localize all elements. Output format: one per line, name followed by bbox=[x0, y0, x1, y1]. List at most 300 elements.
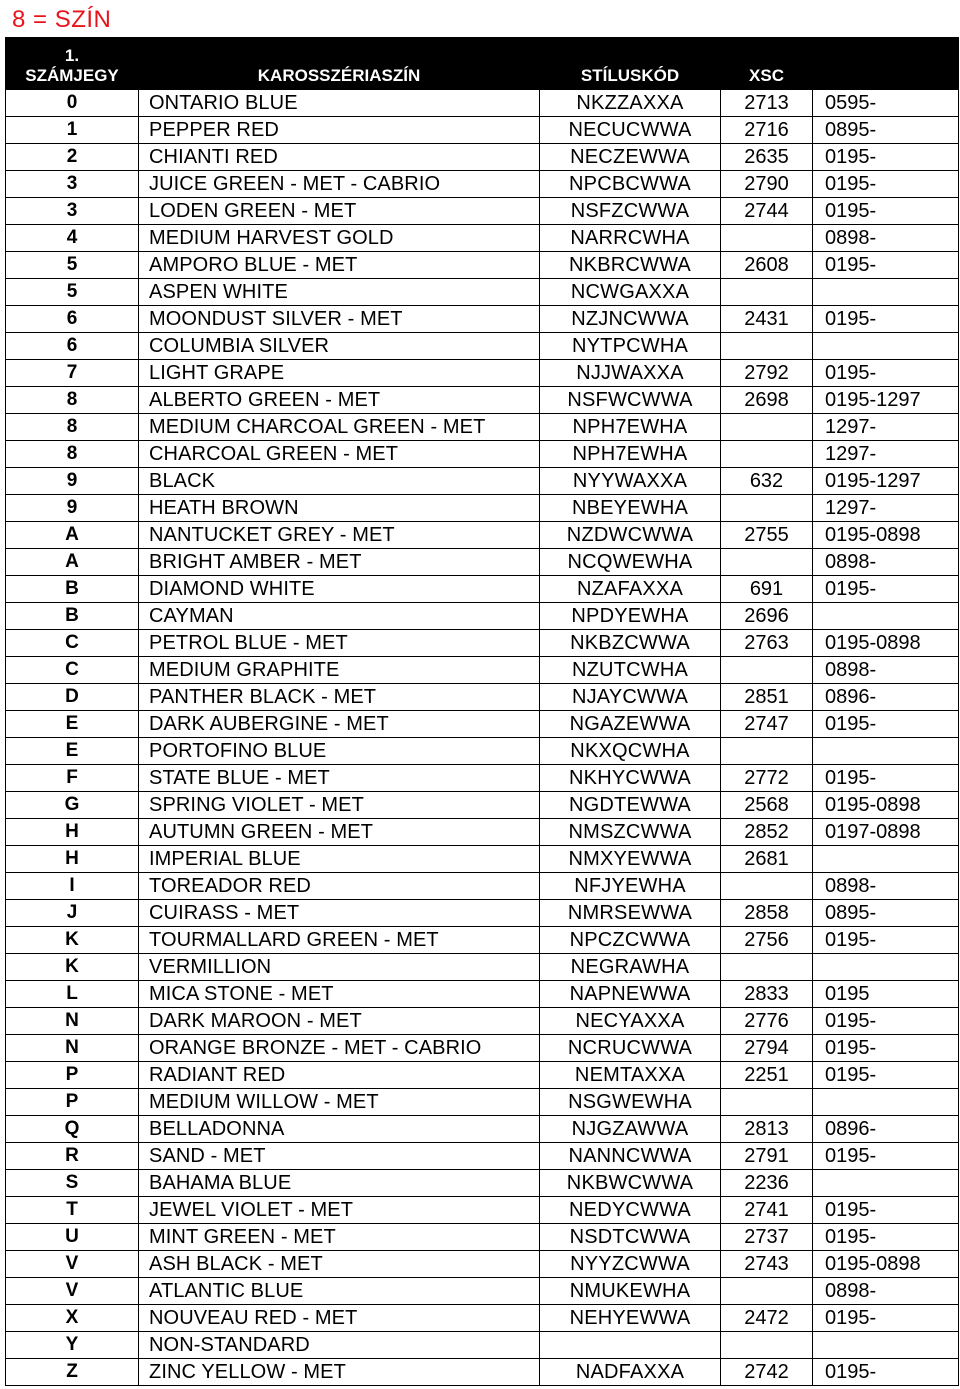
digit-cell: L bbox=[6, 981, 139, 1008]
body-color-cell: HEATH BROWN bbox=[139, 495, 540, 522]
style-code-cell: NEDYCWWA bbox=[540, 1197, 721, 1224]
style-code-cell: NKBZCWWA bbox=[540, 630, 721, 657]
xsc-cell bbox=[721, 954, 813, 981]
body-color-cell: ASPEN WHITE bbox=[139, 279, 540, 306]
body-color-cell: PANTHER BLACK - MET bbox=[139, 684, 540, 711]
xsc-cell: 2763 bbox=[721, 630, 813, 657]
table-row bbox=[6, 738, 959, 765]
table-row bbox=[6, 765, 959, 792]
table-row bbox=[6, 522, 959, 549]
table-row bbox=[6, 495, 959, 522]
xsc-cell: 2790 bbox=[721, 171, 813, 198]
table-row bbox=[6, 1332, 959, 1359]
date-range-cell: 0195-0898 bbox=[813, 522, 959, 549]
xsc-cell: 2813 bbox=[721, 1116, 813, 1143]
table-row bbox=[6, 1278, 959, 1305]
style-code-cell: NSGWEWHA bbox=[540, 1089, 721, 1116]
style-code-cell: NMXYEWWA bbox=[540, 846, 721, 873]
table-row bbox=[6, 360, 959, 387]
xsc-cell: 2794 bbox=[721, 1035, 813, 1062]
table-row bbox=[6, 630, 959, 657]
style-code-cell: NADFAXXA bbox=[540, 1359, 721, 1386]
digit-cell: 6 bbox=[6, 306, 139, 333]
table-row bbox=[6, 225, 959, 252]
digit-cell: Z bbox=[6, 1359, 139, 1386]
style-code-cell: NCRUCWWA bbox=[540, 1035, 721, 1062]
table-row bbox=[6, 306, 959, 333]
digit-cell: H bbox=[6, 819, 139, 846]
xsc-cell: 2792 bbox=[721, 360, 813, 387]
table-row bbox=[6, 684, 959, 711]
style-code-cell: NANNCWWA bbox=[540, 1143, 721, 1170]
table-row bbox=[6, 792, 959, 819]
body-color-cell: IMPERIAL BLUE bbox=[139, 846, 540, 873]
body-color-cell: DARK MAROON - MET bbox=[139, 1008, 540, 1035]
xsc-cell: 2851 bbox=[721, 684, 813, 711]
xsc-cell bbox=[721, 441, 813, 468]
style-code-cell: NMUKEWHA bbox=[540, 1278, 721, 1305]
style-code-cell: NPH7EWHA bbox=[540, 414, 721, 441]
style-code-cell: NZDWCWWA bbox=[540, 522, 721, 549]
digit-cell: C bbox=[6, 630, 139, 657]
table-row bbox=[6, 279, 959, 306]
body-color-cell: BLACK bbox=[139, 468, 540, 495]
date-range-cell: 0195- bbox=[813, 711, 959, 738]
body-color-cell: ASH BLACK - MET bbox=[139, 1251, 540, 1278]
digit-cell: E bbox=[6, 738, 139, 765]
digit-cell: E bbox=[6, 711, 139, 738]
style-code-cell: NGDTEWWA bbox=[540, 792, 721, 819]
date-range-cell bbox=[813, 1089, 959, 1116]
style-code-cell: NKBWCWWA bbox=[540, 1170, 721, 1197]
body-color-cell: PORTOFINO BLUE bbox=[139, 738, 540, 765]
style-code-cell: NZJNCWWA bbox=[540, 306, 721, 333]
xsc-cell: 2742 bbox=[721, 1359, 813, 1386]
date-range-cell: 0195- bbox=[813, 1062, 959, 1089]
xsc-cell: 2716 bbox=[721, 117, 813, 144]
xsc-cell bbox=[721, 279, 813, 306]
date-range-cell: 0595- bbox=[813, 90, 959, 117]
xsc-cell: 632 bbox=[721, 468, 813, 495]
xsc-cell: 2741 bbox=[721, 1197, 813, 1224]
style-code-cell: NEHYEWWA bbox=[540, 1305, 721, 1332]
digit-cell: Y bbox=[6, 1332, 139, 1359]
xsc-cell: 2791 bbox=[721, 1143, 813, 1170]
style-code-cell: NMRSEWWA bbox=[540, 900, 721, 927]
header-date-range bbox=[813, 38, 959, 90]
header-row bbox=[6, 38, 959, 90]
xsc-cell bbox=[721, 225, 813, 252]
body-color-cell: BRIGHT AMBER - MET bbox=[139, 549, 540, 576]
digit-cell: K bbox=[6, 954, 139, 981]
date-range-cell: 0195- bbox=[813, 1197, 959, 1224]
body-color-cell: CUIRASS - MET bbox=[139, 900, 540, 927]
table-row bbox=[6, 387, 959, 414]
body-color-cell: TOREADOR RED bbox=[139, 873, 540, 900]
style-code-cell: NPCBCWWA bbox=[540, 171, 721, 198]
style-code-cell: NEMTAXXA bbox=[540, 1062, 721, 1089]
date-range-cell: 0197-0898 bbox=[813, 819, 959, 846]
style-code-cell: NSDTCWWA bbox=[540, 1224, 721, 1251]
style-code-cell: NJGZAWWA bbox=[540, 1116, 721, 1143]
table-row bbox=[6, 1062, 959, 1089]
digit-cell: B bbox=[6, 603, 139, 630]
digit-cell: 7 bbox=[6, 360, 139, 387]
table-row bbox=[6, 603, 959, 630]
date-range-cell: 1297- bbox=[813, 495, 959, 522]
style-code-cell: NPCZCWWA bbox=[540, 927, 721, 954]
xsc-cell: 2744 bbox=[721, 198, 813, 225]
xsc-cell bbox=[721, 873, 813, 900]
style-code-cell: NMSZCWWA bbox=[540, 819, 721, 846]
date-range-cell bbox=[813, 603, 959, 630]
date-range-cell: 0898- bbox=[813, 549, 959, 576]
style-code-cell: NCQWEWHA bbox=[540, 549, 721, 576]
style-code-cell: NAPNEWWA bbox=[540, 981, 721, 1008]
xsc-cell: 2776 bbox=[721, 1008, 813, 1035]
xsc-cell: 2772 bbox=[721, 765, 813, 792]
header-digit bbox=[6, 38, 139, 90]
digit-cell: 6 bbox=[6, 333, 139, 360]
body-color-cell: DARK AUBERGINE - MET bbox=[139, 711, 540, 738]
digit-cell: 8 bbox=[6, 441, 139, 468]
date-range-cell: 0195- bbox=[813, 765, 959, 792]
date-range-cell: 0195- bbox=[813, 306, 959, 333]
table-row bbox=[6, 333, 959, 360]
body-color-cell: TOURMALLARD GREEN - MET bbox=[139, 927, 540, 954]
xsc-cell: 2472 bbox=[721, 1305, 813, 1332]
table-row bbox=[6, 90, 959, 117]
body-color-cell: SPRING VIOLET - MET bbox=[139, 792, 540, 819]
table-row bbox=[6, 1359, 959, 1386]
date-range-cell: 0195- bbox=[813, 252, 959, 279]
digit-cell: J bbox=[6, 900, 139, 927]
table-row bbox=[6, 1305, 959, 1332]
digit-cell: P bbox=[6, 1089, 139, 1116]
date-range-cell: 0195- bbox=[813, 171, 959, 198]
body-color-cell: CHARCOAL GREEN - MET bbox=[139, 441, 540, 468]
date-range-cell: 0195-0898 bbox=[813, 630, 959, 657]
style-code-cell: NARRCWHA bbox=[540, 225, 721, 252]
body-color-cell: MOONDUST SILVER - MET bbox=[139, 306, 540, 333]
date-range-cell: 0195- bbox=[813, 576, 959, 603]
digit-cell: S bbox=[6, 1170, 139, 1197]
style-code-cell: NCWGAXXA bbox=[540, 279, 721, 306]
table-row bbox=[6, 576, 959, 603]
digit-cell: 2 bbox=[6, 144, 139, 171]
digit-cell: 3 bbox=[6, 171, 139, 198]
digit-cell: C bbox=[6, 657, 139, 684]
xsc-cell: 2431 bbox=[721, 306, 813, 333]
body-color-cell: MEDIUM HARVEST GOLD bbox=[139, 225, 540, 252]
table-row bbox=[6, 468, 959, 495]
date-range-cell: 0898- bbox=[813, 657, 959, 684]
table-row bbox=[6, 171, 959, 198]
header-xsc: XSC bbox=[721, 38, 813, 90]
style-code-cell: NPDYEWHA bbox=[540, 603, 721, 630]
xsc-cell: 2858 bbox=[721, 900, 813, 927]
xsc-cell bbox=[721, 414, 813, 441]
date-range-cell: 0195- bbox=[813, 927, 959, 954]
table-row bbox=[6, 927, 959, 954]
table-row bbox=[6, 954, 959, 981]
digit-cell: B bbox=[6, 576, 139, 603]
style-code-cell: NECUCWWA bbox=[540, 117, 721, 144]
digit-cell: 3 bbox=[6, 198, 139, 225]
xsc-cell: 2833 bbox=[721, 981, 813, 1008]
body-color-cell: COLUMBIA SILVER bbox=[139, 333, 540, 360]
xsc-cell bbox=[721, 657, 813, 684]
digit-cell: 9 bbox=[6, 495, 139, 522]
xsc-cell bbox=[721, 549, 813, 576]
body-color-cell: STATE BLUE - MET bbox=[139, 765, 540, 792]
table-body bbox=[6, 90, 959, 1386]
body-color-cell: PEPPER RED bbox=[139, 117, 540, 144]
date-range-cell bbox=[813, 279, 959, 306]
header-digit-line1: 1. bbox=[64, 46, 80, 65]
body-color-cell: NOUVEAU RED - MET bbox=[139, 1305, 540, 1332]
date-range-cell: 0195-1297 bbox=[813, 468, 959, 495]
digit-cell: U bbox=[6, 1224, 139, 1251]
table-row bbox=[6, 252, 959, 279]
xsc-cell: 2698 bbox=[721, 387, 813, 414]
body-color-cell: MEDIUM GRAPHITE bbox=[139, 657, 540, 684]
table-row bbox=[6, 1170, 959, 1197]
digit-cell: H bbox=[6, 846, 139, 873]
style-code-cell: NKZZAXXA bbox=[540, 90, 721, 117]
xsc-cell: 2713 bbox=[721, 90, 813, 117]
date-range-cell: 0195-1297 bbox=[813, 387, 959, 414]
digit-cell: 1 bbox=[6, 117, 139, 144]
date-range-cell: 0195- bbox=[813, 360, 959, 387]
style-code-cell: NZAFAXXA bbox=[540, 576, 721, 603]
style-code-cell: NEGRAWHA bbox=[540, 954, 721, 981]
body-color-cell: MICA STONE - MET bbox=[139, 981, 540, 1008]
body-color-cell: BAHAMA BLUE bbox=[139, 1170, 540, 1197]
style-code-cell: NKHYCWWA bbox=[540, 765, 721, 792]
body-color-cell: RADIANT RED bbox=[139, 1062, 540, 1089]
style-code-cell: NBEYEWHA bbox=[540, 495, 721, 522]
digit-cell: I bbox=[6, 873, 139, 900]
digit-cell: G bbox=[6, 792, 139, 819]
style-code-cell: NPH7EWHA bbox=[540, 441, 721, 468]
date-range-cell: 0195- bbox=[813, 1224, 959, 1251]
digit-cell: F bbox=[6, 765, 139, 792]
body-color-cell: CHIANTI RED bbox=[139, 144, 540, 171]
table-row bbox=[6, 1035, 959, 1062]
body-color-cell: ORANGE BRONZE - MET - CABRIO bbox=[139, 1035, 540, 1062]
xsc-cell: 2743 bbox=[721, 1251, 813, 1278]
table-row bbox=[6, 198, 959, 225]
date-range-cell: 0898- bbox=[813, 225, 959, 252]
xsc-cell: 2755 bbox=[721, 522, 813, 549]
table-row bbox=[6, 1008, 959, 1035]
digit-cell: A bbox=[6, 549, 139, 576]
body-color-cell: MEDIUM WILLOW - MET bbox=[139, 1089, 540, 1116]
style-code-cell: NYYZCWWA bbox=[540, 1251, 721, 1278]
table-row bbox=[6, 819, 959, 846]
digit-cell: V bbox=[6, 1251, 139, 1278]
body-color-cell: ZINC YELLOW - MET bbox=[139, 1359, 540, 1386]
date-range-cell: 0195-0898 bbox=[813, 1251, 959, 1278]
digit-cell: T bbox=[6, 1197, 139, 1224]
body-color-cell: ALBERTO GREEN - MET bbox=[139, 387, 540, 414]
xsc-cell bbox=[721, 1278, 813, 1305]
digit-cell: N bbox=[6, 1008, 139, 1035]
table-row bbox=[6, 144, 959, 171]
style-code-cell: NECYAXXA bbox=[540, 1008, 721, 1035]
date-range-cell: 0896- bbox=[813, 684, 959, 711]
digit-cell: V bbox=[6, 1278, 139, 1305]
table-row bbox=[6, 1143, 959, 1170]
table-row bbox=[6, 900, 959, 927]
body-color-cell: JEWEL VIOLET - MET bbox=[139, 1197, 540, 1224]
date-range-cell: 1297- bbox=[813, 414, 959, 441]
body-color-cell: DIAMOND WHITE bbox=[139, 576, 540, 603]
digit-cell: 8 bbox=[6, 414, 139, 441]
digit-cell: P bbox=[6, 1062, 139, 1089]
digit-cell: R bbox=[6, 1143, 139, 1170]
table-row bbox=[6, 1089, 959, 1116]
style-code-cell: NJJWAXXA bbox=[540, 360, 721, 387]
header-body-color: KAROSSZÉRIASZÍN bbox=[139, 38, 540, 90]
digit-cell: X bbox=[6, 1305, 139, 1332]
date-range-cell: 0195- bbox=[813, 198, 959, 225]
body-color-cell: BELLADONNA bbox=[139, 1116, 540, 1143]
date-range-cell: 0195- bbox=[813, 1359, 959, 1386]
xsc-cell: 2747 bbox=[721, 711, 813, 738]
body-color-cell: CAYMAN bbox=[139, 603, 540, 630]
table-row bbox=[6, 414, 959, 441]
table-row bbox=[6, 1116, 959, 1143]
digit-cell: D bbox=[6, 684, 139, 711]
style-code-cell: NSFZCWWA bbox=[540, 198, 721, 225]
xsc-cell: 2852 bbox=[721, 819, 813, 846]
xsc-cell: 2251 bbox=[721, 1062, 813, 1089]
xsc-cell bbox=[721, 333, 813, 360]
style-code-cell bbox=[540, 1332, 721, 1359]
date-range-cell: 0898- bbox=[813, 873, 959, 900]
body-color-cell: SAND - MET bbox=[139, 1143, 540, 1170]
digit-cell: K bbox=[6, 927, 139, 954]
body-color-cell: NON-STANDARD bbox=[139, 1332, 540, 1359]
header-style-code: STÍLUSKÓD bbox=[540, 38, 721, 90]
table-row bbox=[6, 1224, 959, 1251]
table-row bbox=[6, 873, 959, 900]
date-range-cell bbox=[813, 846, 959, 873]
xsc-cell: 2681 bbox=[721, 846, 813, 873]
table-row bbox=[6, 117, 959, 144]
body-color-cell: AMPORO BLUE - MET bbox=[139, 252, 540, 279]
date-range-cell: 0195- bbox=[813, 1305, 959, 1332]
date-range-cell bbox=[813, 738, 959, 765]
xsc-cell: 2568 bbox=[721, 792, 813, 819]
date-range-cell: 0195- bbox=[813, 1008, 959, 1035]
style-code-cell: NYTPCWHA bbox=[540, 333, 721, 360]
digit-cell: 4 bbox=[6, 225, 139, 252]
date-range-cell bbox=[813, 1332, 959, 1359]
body-color-cell: LIGHT GRAPE bbox=[139, 360, 540, 387]
xsc-cell: 2696 bbox=[721, 603, 813, 630]
date-range-cell bbox=[813, 333, 959, 360]
table-row bbox=[6, 711, 959, 738]
digit-cell: 5 bbox=[6, 252, 139, 279]
date-range-cell bbox=[813, 1170, 959, 1197]
xsc-cell bbox=[721, 1332, 813, 1359]
table-header bbox=[6, 38, 959, 90]
digit-cell: A bbox=[6, 522, 139, 549]
date-range-cell: 0895- bbox=[813, 900, 959, 927]
date-range-cell: 0195-0898 bbox=[813, 792, 959, 819]
style-code-cell: NECZEWWA bbox=[540, 144, 721, 171]
digit-cell: 5 bbox=[6, 279, 139, 306]
xsc-cell: 2236 bbox=[721, 1170, 813, 1197]
style-code-cell: NZUTCWHA bbox=[540, 657, 721, 684]
date-range-cell: 0195- bbox=[813, 1143, 959, 1170]
date-range-cell: 1297- bbox=[813, 441, 959, 468]
body-color-cell: PETROL BLUE - MET bbox=[139, 630, 540, 657]
xsc-cell: 2635 bbox=[721, 144, 813, 171]
xsc-cell: 2737 bbox=[721, 1224, 813, 1251]
style-code-cell: NSFWCWWA bbox=[540, 387, 721, 414]
body-color-cell: MINT GREEN - MET bbox=[139, 1224, 540, 1251]
digit-cell: N bbox=[6, 1035, 139, 1062]
body-color-cell: VERMILLION bbox=[139, 954, 540, 981]
style-code-cell: NGAZEWWA bbox=[540, 711, 721, 738]
xsc-cell bbox=[721, 1089, 813, 1116]
body-color-cell: JUICE GREEN - MET - CABRIO bbox=[139, 171, 540, 198]
xsc-cell: 2608 bbox=[721, 252, 813, 279]
body-color-cell: ONTARIO BLUE bbox=[139, 90, 540, 117]
digit-cell: 0 bbox=[6, 90, 139, 117]
table-row bbox=[6, 1251, 959, 1278]
table-row bbox=[6, 981, 959, 1008]
color-code-table bbox=[5, 37, 959, 1386]
digit-cell: Q bbox=[6, 1116, 139, 1143]
date-range-cell: 0195 bbox=[813, 981, 959, 1008]
date-range-cell: 0195- bbox=[813, 1035, 959, 1062]
date-range-cell: 0898- bbox=[813, 1278, 959, 1305]
body-color-cell: AUTUMN GREEN - MET bbox=[139, 819, 540, 846]
xsc-cell: 2756 bbox=[721, 927, 813, 954]
body-color-cell: MEDIUM CHARCOAL GREEN - MET bbox=[139, 414, 540, 441]
date-range-cell: 0895- bbox=[813, 117, 959, 144]
table-row bbox=[6, 1197, 959, 1224]
style-code-cell: NKBRCWWA bbox=[540, 252, 721, 279]
table-row bbox=[6, 549, 959, 576]
body-color-cell: ATLANTIC BLUE bbox=[139, 1278, 540, 1305]
style-code-cell: NYYWAXXA bbox=[540, 468, 721, 495]
style-code-cell: NFJYEWHA bbox=[540, 873, 721, 900]
xsc-cell bbox=[721, 738, 813, 765]
digit-cell: 9 bbox=[6, 468, 139, 495]
xsc-cell: 691 bbox=[721, 576, 813, 603]
digit-cell: 8 bbox=[6, 387, 139, 414]
style-code-cell: NJAYCWWA bbox=[540, 684, 721, 711]
body-color-cell: LODEN GREEN - MET bbox=[139, 198, 540, 225]
table-row bbox=[6, 846, 959, 873]
date-range-cell bbox=[813, 954, 959, 981]
table-row bbox=[6, 441, 959, 468]
date-range-cell: 0896- bbox=[813, 1116, 959, 1143]
table-row bbox=[6, 657, 959, 684]
header-digit-line2: SZÁMJEGY bbox=[25, 66, 119, 85]
page-title: 8 = SZÍN bbox=[12, 6, 112, 33]
date-range-cell: 0195- bbox=[813, 144, 959, 171]
style-code-cell: NKXQCWHA bbox=[540, 738, 721, 765]
body-color-cell: NANTUCKET GREY - MET bbox=[139, 522, 540, 549]
xsc-cell bbox=[721, 495, 813, 522]
